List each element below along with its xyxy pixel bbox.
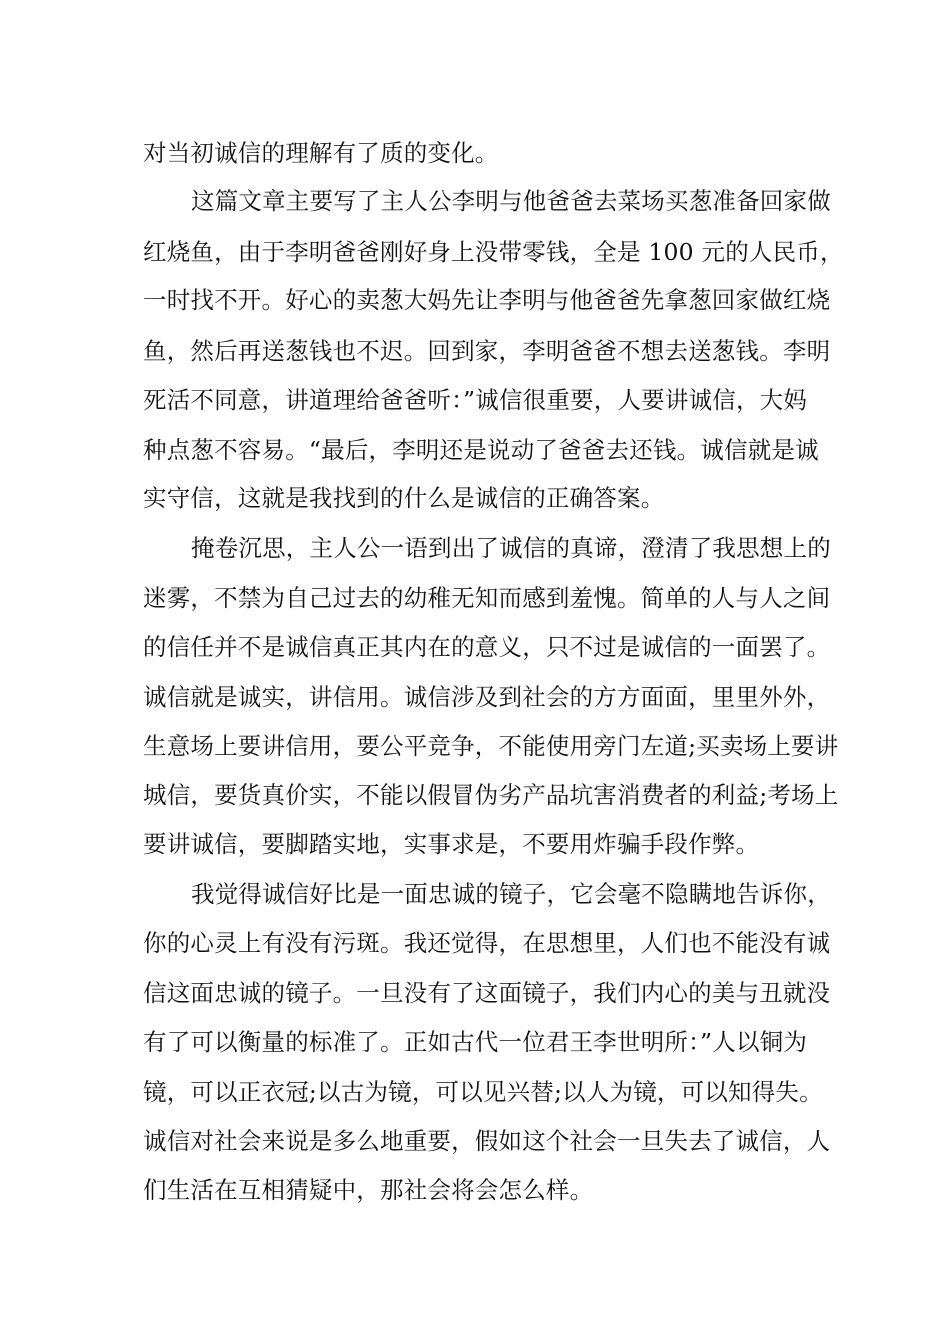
text-line: 一时找不开。好心的卖葱大妈先让李明与他爸爸先拿葱回家做红烧 <box>143 286 831 314</box>
text-line: 镜，可以正衣冠;以古为镜，可以见兴替;以人为镜，可以知得失。 <box>143 1078 823 1106</box>
text-line: 种点葱不容易。“最后，李明还是说动了爸爸去还钱。诚信就是诚 <box>143 436 819 464</box>
text-line: 们生活在互相猜疑中，那社会将会怎么样。 <box>143 1176 594 1204</box>
text-line: 有了可以衡量的标准了。正如古代一位君王李世明所：”人以铜为 <box>143 1028 808 1056</box>
paragraph-first-line: 掩卷沉思，主人公一语到出了诚信的真谛，澄清了我思想上的 <box>191 534 831 562</box>
text-line: 你的心灵上有没有污斑。我还觉得，在思想里，人们也不能没有诚 <box>143 929 831 957</box>
text-line: 鱼，然后再送葱钱也不迟。回到家，李明爸爸不想去送葱钱。李明 <box>143 337 831 365</box>
text-line: 红烧鱼，由于李明爸爸刚好身上没带零钱，全是 100 元的人民币， <box>143 238 844 266</box>
text-line: 要讲诚信，要脚踏实地，实事求是，不要用炸骗手段作弊。 <box>143 830 760 858</box>
text-line: 诚信对社会来说是多么地重要，假如这个社会一旦失去了诚信，人 <box>143 1127 831 1155</box>
paragraph-first-line: 这篇文章主要写了主人公李明与他爸爸去菜场买葱准备回家做 <box>191 187 831 215</box>
text-line: 诚信就是诚实，讲信用。诚信涉及到社会的方方面面，里里外外， <box>143 683 831 711</box>
text-line: 死活不同意，讲道理给爸爸听：”诚信很重要，人要讲诚信，大妈 <box>143 386 808 414</box>
text-line: 实守信，这就是我找到的什么是诚信的正确答案。 <box>143 484 665 512</box>
paragraph-first-line: 我觉得诚信好比是一面忠诚的镜子，它会毫不隐瞒地告诉你， <box>191 880 831 908</box>
text-line: 城信，要货真价实，不能以假冒伪劣产品坑害消费者的利益;考场上 <box>143 781 839 809</box>
text-line: 对当初诚信的理解有了质的变化。 <box>143 139 499 167</box>
text-line: 迷雾，不禁为自己过去的幼稚无知而感到羞愧。简单的人与人之间 <box>143 584 831 612</box>
text-line: 信这面忠诚的镜子。一旦没有了这面镜子，我们内心的美与丑就没 <box>143 979 831 1007</box>
text-line: 生意场上要讲信用，要公平竞争，不能使用旁门左道;买卖场上要讲 <box>143 732 839 760</box>
text-line: 的信任并不是诚信真正其内在的意义，只不过是诚信的一面罢了。 <box>143 633 831 661</box>
